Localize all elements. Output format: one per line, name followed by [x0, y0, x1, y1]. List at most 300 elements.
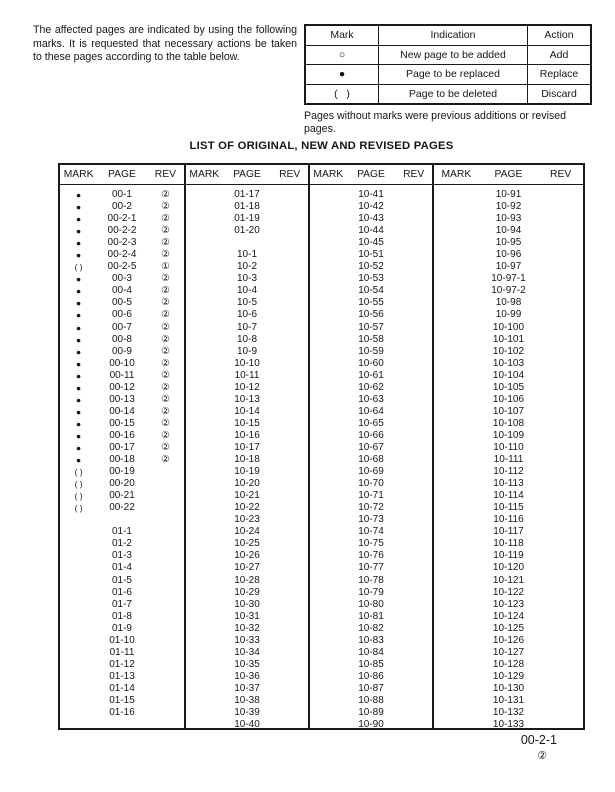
rev-cell	[538, 406, 583, 418]
page-row	[434, 225, 583, 237]
rev-cell	[147, 695, 184, 707]
page-row	[186, 394, 308, 406]
page-row	[60, 502, 184, 514]
page-cell: 10-73	[358, 514, 384, 526]
rev-cell	[395, 225, 432, 237]
rev-cell	[271, 225, 308, 237]
page-cell: 10-56	[358, 309, 384, 321]
page-cell: 10-133	[492, 719, 525, 728]
mark-cell	[434, 587, 479, 599]
page-cell: 10-105	[492, 381, 525, 393]
page-cell: 10-60	[358, 357, 384, 369]
page-row	[310, 213, 432, 225]
mark-cell	[60, 526, 97, 538]
mark-cell	[434, 322, 479, 334]
page-row	[310, 297, 432, 309]
mark-cell	[310, 490, 347, 502]
mark-header: MARK	[63, 169, 94, 180]
page-row	[186, 514, 308, 526]
rev-cell	[395, 466, 432, 478]
page-row	[310, 225, 432, 237]
page-cell: 01-11	[109, 646, 135, 658]
page-cell: 10-25	[234, 538, 260, 550]
mark-cell	[186, 611, 223, 623]
page-cell: 10-131	[492, 694, 525, 706]
page-cell: 01-2	[111, 538, 132, 550]
page-cell: 10-125	[492, 622, 525, 634]
page-cell: 10-124	[492, 610, 525, 622]
mark-cell	[310, 683, 347, 695]
page-cell: 10-104	[492, 369, 525, 381]
mark-cell	[310, 502, 347, 514]
mark-cell	[186, 599, 223, 611]
mark-cell	[310, 406, 347, 418]
mark-cell: ●	[76, 298, 82, 309]
page-cell: 00-8	[111, 333, 132, 345]
page-cell: 10-123	[492, 598, 525, 610]
mark-cell	[186, 454, 223, 466]
mark-cell	[186, 285, 223, 297]
page-row	[434, 346, 583, 358]
page-cell: 10-88	[358, 694, 384, 706]
rev-cell	[271, 562, 308, 574]
mark-cell	[434, 671, 479, 683]
rev-cell	[147, 478, 184, 490]
page-cell: 10-85	[358, 658, 384, 670]
page-cell: 10-17	[234, 441, 260, 453]
rev-cell	[538, 358, 583, 370]
page-row	[60, 647, 184, 659]
mark-cell	[434, 334, 479, 346]
rev-cell	[395, 671, 432, 683]
rev-cell	[271, 201, 308, 213]
page-row	[60, 599, 184, 611]
page-row	[186, 261, 308, 273]
rev-cell	[395, 502, 432, 514]
page-cell: 10-66	[358, 429, 384, 441]
rev-cell	[395, 526, 432, 538]
page-row	[434, 562, 583, 574]
page-cell: 10-38	[234, 694, 260, 706]
mark-cell: ●	[76, 322, 82, 333]
page-row	[310, 394, 432, 406]
rev-cell	[538, 346, 583, 358]
page-cell: 10-80	[358, 598, 384, 610]
page-row	[434, 370, 583, 382]
mark-cell	[186, 394, 223, 406]
rev-cell	[147, 659, 184, 671]
rev-cell	[538, 490, 583, 502]
page-cell: 10-8	[236, 333, 257, 345]
mark-cell	[60, 707, 97, 719]
mark-cell: ●	[76, 418, 82, 429]
page-cell: 10-23	[234, 514, 260, 526]
mark-cell	[186, 466, 223, 478]
rev-cell	[271, 538, 308, 550]
rev-cell	[271, 309, 308, 321]
page-cell: 10-110	[493, 441, 524, 453]
page-cell: 00-16	[109, 429, 135, 441]
page-row	[60, 225, 184, 237]
rev-cell	[395, 297, 432, 309]
page-row	[60, 562, 184, 574]
mark-cell	[186, 490, 223, 502]
page-cell: 10-58	[358, 333, 384, 345]
page-row	[186, 358, 308, 370]
rev-cell	[395, 514, 432, 526]
page-row	[310, 514, 432, 526]
page-row	[434, 490, 583, 502]
page-cell: 10-117	[493, 526, 524, 538]
mark-cell	[434, 478, 479, 490]
mark-cell	[310, 514, 347, 526]
rev-cell	[395, 575, 432, 587]
mark-cell: ( )	[74, 262, 83, 273]
page-cell: 00-2	[111, 201, 132, 213]
page-row	[186, 575, 308, 587]
page-cell: 10-89	[358, 707, 384, 719]
page-cell: 00-2-4	[107, 249, 137, 261]
page-cell: 10-9	[236, 345, 257, 357]
mark-cell	[434, 442, 479, 454]
marks-note: Pages without marks were previous additions or revised pages.	[304, 110, 567, 135]
page-cell: 10-108	[492, 417, 525, 429]
page-cell: 10-54	[358, 285, 384, 297]
page-cell: 10-31	[234, 610, 260, 622]
page-row	[60, 261, 184, 273]
mark-cell	[310, 587, 347, 599]
page-row	[310, 237, 432, 249]
page-cell: 10-87	[358, 682, 384, 694]
marks-legend-row-discard	[305, 84, 591, 104]
page-cell: 10-93	[495, 213, 522, 225]
page-cell: 00-2-2	[107, 225, 137, 237]
rev-cell	[395, 647, 432, 659]
page-row	[186, 562, 308, 574]
rev-cell: ②	[161, 213, 170, 225]
page-cell: 00-10	[109, 357, 135, 369]
page-row	[60, 490, 184, 502]
page-row	[186, 719, 308, 728]
mark-cell	[186, 273, 223, 285]
rev-cell: ②	[161, 393, 170, 405]
page-row	[186, 647, 308, 659]
page-cell: 00-13	[109, 393, 135, 405]
mark-cell: ( )	[74, 479, 83, 490]
page-cell: 01-6	[111, 586, 132, 598]
rev-cell	[538, 683, 583, 695]
page-row	[186, 297, 308, 309]
rev-cell	[538, 671, 583, 683]
page-row	[186, 683, 308, 695]
mark-cell	[186, 322, 223, 334]
page-row	[310, 575, 432, 587]
mark-cell	[60, 538, 97, 550]
page-row	[60, 358, 184, 370]
page-cell: 10-100	[492, 321, 525, 333]
page-cell: 10-98	[495, 297, 522, 309]
page-cell: 10-121	[492, 574, 525, 586]
page-row	[186, 442, 308, 454]
mark-cell: ●	[76, 250, 82, 261]
mark-cell	[60, 514, 97, 526]
page-row	[434, 599, 583, 611]
page-row	[434, 647, 583, 659]
mark-cell	[310, 719, 347, 728]
mark-cell	[186, 189, 223, 201]
mark-cell	[186, 550, 223, 562]
mark-cell	[310, 261, 347, 273]
rev-cell	[271, 358, 308, 370]
page-cell: 10-62	[358, 381, 384, 393]
mark-cell	[310, 466, 347, 478]
page-cell: 01-16	[109, 707, 135, 719]
page-cell: 10-27	[234, 562, 260, 574]
page-cell: 10-42	[358, 201, 384, 213]
page-row	[310, 454, 432, 466]
mark-cell	[434, 647, 479, 659]
page-cell: 10-53	[358, 273, 384, 285]
page-cell: 10-92	[495, 201, 522, 213]
page-cell: 10-127	[492, 646, 525, 658]
page-row	[186, 502, 308, 514]
mark-cell	[310, 189, 347, 201]
page-row	[310, 635, 432, 647]
mark-cell	[310, 707, 347, 719]
mark-cell	[434, 394, 479, 406]
page-cell: 10-19	[234, 466, 260, 478]
mark-cell: ●	[76, 286, 82, 297]
rev-cell	[538, 635, 583, 647]
page-cell: 10-118	[493, 538, 524, 550]
mark-cell	[434, 237, 479, 249]
page-row	[60, 430, 184, 442]
mark-cell	[60, 623, 97, 635]
page-header: PAGE	[108, 169, 136, 180]
rev-cell	[538, 623, 583, 635]
rev-cell	[271, 297, 308, 309]
mark-header: MARK	[441, 169, 472, 180]
rev-cell	[395, 635, 432, 647]
page-cell: 10-86	[358, 670, 384, 682]
rev-cell	[395, 358, 432, 370]
mark-cell	[60, 599, 97, 611]
mark-cell	[310, 297, 347, 309]
page-cell: 10-77	[358, 562, 384, 574]
rev-cell	[538, 309, 583, 321]
page-cell: 00-22	[109, 502, 135, 514]
rev-cell	[271, 599, 308, 611]
rev-cell	[395, 406, 432, 418]
mark-cell	[310, 273, 347, 285]
mark-cell	[186, 249, 223, 261]
rev-cell: ②	[161, 381, 170, 393]
rev-cell	[395, 442, 432, 454]
rev-cell	[271, 418, 308, 430]
mark-cell	[186, 707, 223, 719]
rev-cell: ②	[161, 309, 170, 321]
mark-cell	[310, 478, 347, 490]
page-cell: 10-40	[234, 719, 260, 728]
mark-cell	[434, 562, 479, 574]
page-cell: 10-33	[234, 634, 260, 646]
column-header	[60, 165, 184, 185]
page-cell: 10-67	[358, 441, 384, 453]
page-cell: 10-112	[493, 466, 524, 478]
page-row	[60, 526, 184, 538]
mark-cell	[434, 285, 479, 297]
mark-cell	[186, 695, 223, 707]
rev-cell	[395, 538, 432, 550]
page-row	[434, 309, 583, 321]
rev-cell	[271, 526, 308, 538]
rev-cell	[395, 478, 432, 490]
mark-cell	[434, 466, 479, 478]
mark-cell	[310, 550, 347, 562]
mark-cell	[310, 225, 347, 237]
page-row	[60, 611, 184, 623]
rev-cell: ②	[161, 369, 170, 381]
mark-cell	[60, 587, 97, 599]
page-row	[60, 273, 184, 285]
page-row	[186, 418, 308, 430]
page-cell: 00-2-1	[107, 213, 137, 225]
rev-cell	[271, 611, 308, 623]
mark-cell: ●	[76, 238, 82, 249]
page-row	[434, 297, 583, 309]
page-row	[60, 442, 184, 454]
page-cell: 00-15	[109, 417, 135, 429]
page-cell: 10-45	[358, 237, 384, 249]
page-row	[434, 707, 583, 719]
page-cell: 10-12	[234, 381, 260, 393]
rev-cell	[538, 454, 583, 466]
page-cell: 10-115	[493, 502, 524, 514]
mark-cell	[434, 575, 479, 587]
page-row	[310, 201, 432, 213]
page-row	[60, 406, 184, 418]
rev-cell	[538, 322, 583, 334]
page-cell: 10-95	[495, 237, 522, 249]
page-row	[310, 334, 432, 346]
page-row	[60, 623, 184, 635]
page-cell: 01-17	[234, 189, 260, 200]
rev-cell	[271, 442, 308, 454]
page-cell: 10-37	[234, 682, 260, 694]
mark-cell	[60, 695, 97, 707]
rev-cell	[395, 189, 432, 201]
page-row	[310, 623, 432, 635]
mark-cell	[186, 719, 223, 728]
rev-header: REV	[154, 169, 176, 180]
mark-cell: ●	[76, 214, 82, 225]
page-cell	[223, 237, 272, 249]
rev-cell	[395, 382, 432, 394]
page-cell: 10-64	[358, 405, 384, 417]
page-row	[434, 659, 583, 671]
mark-cell	[310, 659, 347, 671]
mark-cell	[434, 418, 479, 430]
page-cell: 00-7	[111, 321, 132, 333]
page-row	[186, 623, 308, 635]
page-cell: 01-1	[111, 526, 132, 538]
mark-cell	[434, 599, 479, 611]
page-cell: 10-44	[358, 225, 384, 237]
page-cell: 10-132	[492, 707, 525, 719]
page-row	[434, 538, 583, 550]
rev-cell	[271, 273, 308, 285]
page-row	[186, 346, 308, 358]
page-row	[60, 478, 184, 490]
rev-cell	[538, 478, 583, 490]
page-row	[186, 538, 308, 550]
page-cell: 00-4	[111, 285, 132, 297]
page-cell: 00-21	[109, 490, 135, 502]
page-row	[310, 285, 432, 297]
page-row	[310, 611, 432, 623]
rev-cell	[271, 430, 308, 442]
rev-cell	[538, 382, 583, 394]
page-header: PAGE	[357, 169, 385, 180]
mark-cell: ( )	[74, 503, 83, 514]
marks-header-indication: Indication	[379, 25, 528, 45]
rev-cell	[395, 334, 432, 346]
page-cell: 00-3	[111, 273, 132, 285]
page-cell: 10-21	[234, 490, 260, 502]
page-cell: 10-5	[236, 297, 257, 309]
page-row	[310, 309, 432, 321]
page-row	[310, 599, 432, 611]
page-row	[434, 273, 583, 285]
page-cell: 10-41	[358, 189, 384, 200]
mark-cell	[186, 659, 223, 671]
footer-page-number: 00-2-1	[520, 733, 557, 747]
page-row	[310, 562, 432, 574]
page-cell: 01-4	[111, 562, 132, 574]
mark-cell	[434, 490, 479, 502]
marks-legend-table	[304, 24, 592, 105]
page-row	[434, 189, 583, 201]
page-row	[434, 683, 583, 695]
page-row	[60, 514, 184, 526]
pages-column-group-4	[434, 165, 583, 728]
page-cell: 10-103	[492, 357, 525, 369]
page-cell: 00-5	[111, 297, 132, 309]
rev-cell	[395, 346, 432, 358]
mark-cell	[310, 526, 347, 538]
page-cell: 10-113	[493, 478, 524, 490]
rev-cell	[271, 587, 308, 599]
page-row	[434, 285, 583, 297]
pages-rows	[60, 185, 184, 728]
page-cell: 10-43	[358, 213, 384, 225]
page-cell: 01-18	[234, 201, 260, 213]
rev-cell: ②	[161, 285, 170, 297]
page-cell: 10-81	[358, 610, 384, 622]
page-cell: 10-83	[358, 634, 384, 646]
rev-cell	[271, 671, 308, 683]
page-cell: 10-130	[492, 682, 525, 694]
page-cell: 10-76	[358, 550, 384, 562]
page-cell: 10-126	[492, 634, 525, 646]
page-cell: 10-16	[234, 429, 260, 441]
page-cell: 10-34	[234, 646, 260, 658]
page-row	[310, 671, 432, 683]
rev-cell	[538, 599, 583, 611]
mark-cell: ●	[76, 394, 82, 405]
rev-cell	[271, 237, 308, 249]
mark-cell	[186, 502, 223, 514]
